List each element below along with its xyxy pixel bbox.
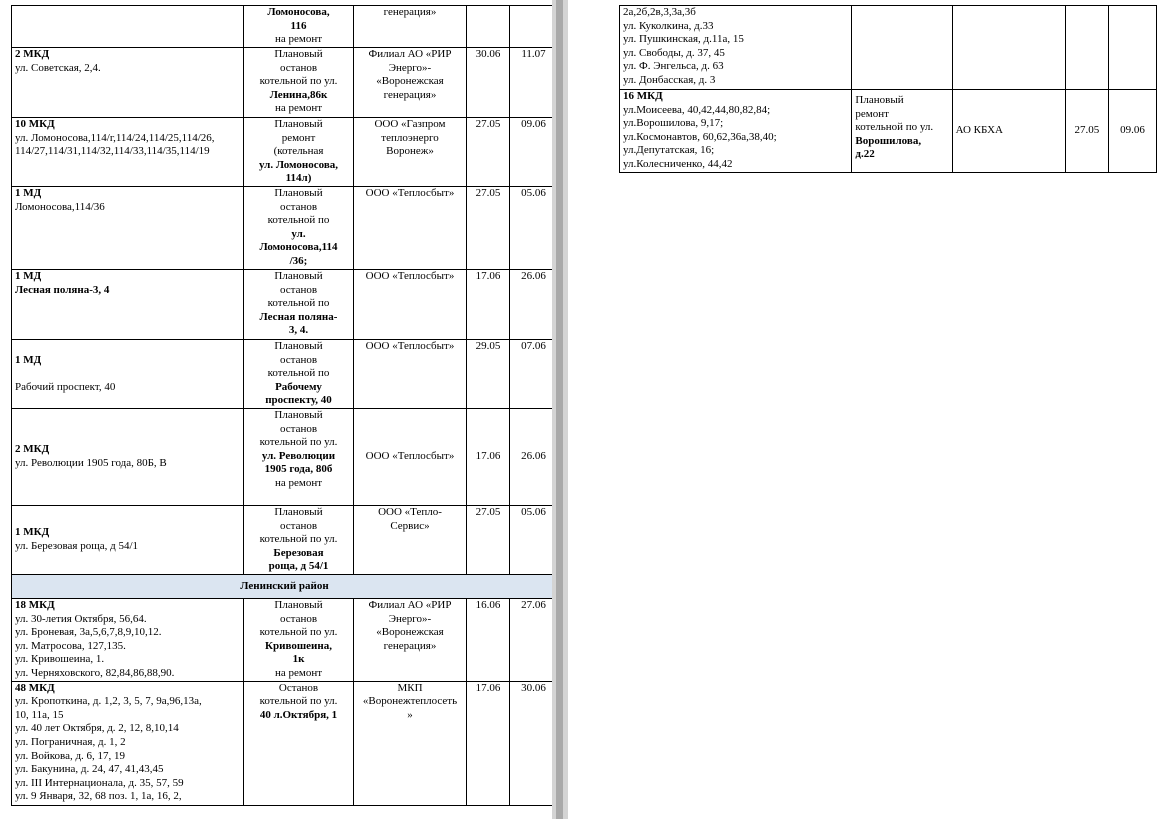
reason-line: Плановый	[855, 94, 904, 106]
organization-line: «Воронежская	[376, 75, 444, 88]
date-from: 17.06	[467, 681, 510, 805]
district-header-row	[12, 574, 558, 598]
organization-line: генерация»	[383, 88, 437, 101]
address-line: Рабочий проспект, 40	[15, 380, 116, 393]
address-line: ул. Пограничная, д. 1, 2	[15, 735, 126, 748]
organization-line: ООО «Теплосбыт»	[365, 186, 455, 199]
organization-line: генерация»	[383, 639, 437, 652]
date-from: 29.05	[467, 339, 510, 408]
date-to: 30.06	[510, 681, 558, 805]
boiler-address: ул. Революции	[261, 449, 336, 462]
boiler-address: ул. Ломоносова,	[258, 158, 339, 171]
reason-line: на ремонт	[274, 102, 323, 115]
organization-line: »	[407, 708, 413, 721]
organization-cell	[354, 6, 467, 48]
reason-line: котельной по ул.	[259, 533, 338, 546]
address-line: ул. 40 лет Октября, д. 2, 12, 8,10,14	[15, 722, 179, 735]
address-line: ул. Донбасская, д. 3	[623, 73, 716, 86]
reason-line: ремонт	[855, 107, 889, 120]
organization-line: «Воронежская	[376, 626, 444, 639]
reason-line: котельной по	[267, 214, 330, 227]
reason-line: на ремонт	[274, 666, 323, 679]
address-line: ул.Депутатская, 16;	[623, 144, 715, 157]
row-title: 1 МД	[15, 186, 42, 199]
boiler-address: /36;	[289, 254, 308, 267]
reason-line: на ремонт	[274, 476, 323, 489]
outage-table-right	[619, 5, 1157, 173]
address-cell	[12, 6, 244, 48]
organization-line: Сервис»	[390, 519, 430, 532]
reason-line: Плановый	[274, 48, 323, 60]
address-line: 2а,2б,2в,3,3а,3б	[623, 6, 696, 18]
address-cell	[12, 505, 244, 574]
reason-line: Плановый	[274, 339, 323, 352]
address-line: ул.Моисеева, 40,42,44,80,82,84;	[623, 103, 771, 116]
organization-cell	[354, 598, 467, 681]
address-line: ул. Куколкина, д.33	[623, 19, 714, 32]
address-line: ул. Березовая роща, д 54/1	[15, 539, 138, 552]
date-to: 09.06	[1108, 90, 1156, 173]
address-line: ул. Свободы, д. 37, 45	[623, 46, 725, 59]
reason-line: котельной по ул.	[259, 75, 338, 88]
organization-line: Филиал АО «РИР	[368, 598, 452, 611]
date-from: 16.06	[467, 598, 510, 681]
address-line: ул. Войкова, д. 6, 17, 19	[15, 749, 126, 762]
address-cell	[12, 339, 244, 408]
organization-line: Энерго»-	[388, 61, 432, 74]
organization-line: ООО «Газпром	[374, 118, 446, 130]
organization-cell	[354, 269, 467, 339]
address-line: Ломоносова,114/36	[15, 200, 105, 213]
address-line: ул. 30-летия Октября, 56,64.	[15, 612, 147, 625]
row-title: 18 МКД	[15, 598, 55, 611]
date-to: 26.06	[510, 408, 558, 505]
organization-cell	[952, 90, 1065, 173]
address-cell	[12, 48, 244, 118]
date-to: 09.06	[510, 118, 558, 187]
date-to: 07.06	[510, 339, 558, 408]
reason-line: Плановый	[274, 598, 323, 611]
reason-line: Плановый	[274, 408, 323, 421]
address-line: ул. III Интернационала, д. 35, 57, 59	[15, 776, 184, 789]
boiler-address: 116	[290, 19, 307, 32]
table-row	[12, 118, 558, 187]
table-row	[12, 48, 558, 118]
date-to: 27.06	[510, 598, 558, 681]
table-row	[12, 6, 558, 48]
address-line: ул. Кривошеина, 1.	[15, 653, 105, 666]
address-line: 114/27,114/31,114/32,114/33,114/35,114/19	[15, 145, 210, 158]
organization-cell	[354, 186, 467, 269]
reason-line: останов	[279, 61, 318, 74]
row-title: 1 МКД	[15, 526, 50, 539]
reason-line: котельной по	[267, 297, 330, 310]
date-from: 27.05	[467, 186, 510, 269]
address-line: ул. Революции 1905 года, 80Б, В	[15, 456, 167, 469]
address-line: ул.Ворошилова, 9,17;	[623, 117, 724, 130]
reason-line: Плановый	[274, 269, 323, 282]
district-name: Ленинский район	[12, 574, 558, 598]
address-line: 10, 11а, 15	[15, 708, 64, 721]
reason-line: останов	[279, 519, 318, 532]
document-page-right	[568, 0, 1163, 819]
table-row	[12, 408, 558, 505]
reason-cell	[244, 598, 354, 681]
reason-cell	[244, 118, 354, 187]
address-line: ул. Бакунина, д. 24, 47, 41,43,45	[15, 763, 164, 776]
date-from: 27.05	[467, 505, 510, 574]
address-line: ул.Колесниченко, 44,42	[623, 157, 733, 170]
address-line: ул. Кропоткина, д. 1,2, 3, 5, 7, 9а,96,13а,	[15, 695, 202, 708]
organization-line: ООО «Теплосбыт»	[365, 450, 455, 463]
reason-cell	[244, 48, 354, 118]
address-cell	[620, 6, 852, 90]
reason-line: котельной по ул.	[855, 121, 934, 134]
row-title: 2 МКД	[15, 48, 50, 60]
table-row	[12, 269, 558, 339]
organization-line: ООО «Теплосбыт»	[365, 269, 455, 282]
address-line: ул. Матросова, 127,135.	[15, 639, 126, 652]
date-to	[510, 6, 558, 48]
date-from: 17.06	[467, 269, 510, 339]
boiler-address: д.22	[855, 148, 875, 161]
boiler-address: Ворошилова,	[855, 134, 922, 147]
date-from: 27.05	[467, 118, 510, 187]
boiler-address: 1905 года, 80б	[264, 463, 333, 476]
reason-line: останов	[279, 422, 318, 435]
boiler-address: 3, 4.	[288, 324, 309, 337]
boiler-address: Рабочему	[275, 380, 322, 393]
address-line: ул. Черняховского, 82,84,86,88,90.	[15, 666, 175, 679]
date-to: 26.06	[510, 269, 558, 339]
boiler-address: 1к	[292, 653, 305, 666]
organization-line: ООО «Теплосбыт»	[365, 339, 455, 352]
table-row	[12, 186, 558, 269]
address-line: ул. 9 Января, 32, 68 поз. 1, 1а, 16, 2,	[15, 790, 182, 803]
address-line: ул. Советская, 2,4.	[15, 61, 101, 74]
reason-cell	[244, 6, 354, 48]
date-from: 17.06	[467, 408, 510, 505]
reason-line: котельной по ул.	[259, 436, 338, 449]
row-title: 10 МКД	[15, 118, 55, 130]
reason-cell	[244, 339, 354, 408]
row-title: 1 МД	[15, 353, 42, 366]
reason-line: на ремонт	[274, 33, 323, 46]
date-to: 05.06	[510, 505, 558, 574]
date-to: 11.07	[510, 48, 558, 118]
reason-line: останов	[279, 353, 318, 366]
organization-cell	[354, 681, 467, 805]
organization-line: Воронеж»	[386, 145, 434, 158]
address-line: ул. Пушкинская, д.11а, 15	[623, 33, 744, 46]
address-cell	[12, 269, 244, 339]
boiler-address: Ломоносова,114	[259, 241, 338, 254]
table-row	[12, 339, 558, 408]
reason-line: останов	[279, 200, 318, 213]
date-from: 30.06	[467, 48, 510, 118]
table-row	[620, 6, 1157, 90]
reason-cell	[852, 90, 952, 173]
organization-cell	[354, 48, 467, 118]
address-line: ул. Ф. Энгельса, д. 63	[623, 60, 724, 73]
boiler-address: Ломоносова,	[267, 6, 330, 18]
reason-line: котельной по	[267, 367, 330, 380]
organization-line: теплоэнерго	[381, 131, 439, 144]
date-to: 05.06	[510, 186, 558, 269]
organization-line: Энерго»-	[388, 612, 432, 625]
organization-cell	[354, 118, 467, 187]
address-line: ул. Ломоносова,114/г,114/24,114/25,114/26,	[15, 131, 215, 144]
boiler-address: Кривошеина,	[265, 639, 332, 652]
table-row	[12, 598, 558, 681]
reason-line: котельной по ул.	[259, 695, 338, 708]
row-title: 2 МКД	[15, 443, 50, 456]
reason-line: Останов	[278, 681, 319, 694]
reason-cell	[852, 6, 952, 90]
spacer	[15, 367, 240, 381]
date-from: 27.05	[1065, 90, 1108, 173]
organization-line: ООО «Тепло-	[378, 505, 442, 518]
address-line: ул.Космонавтов, 60,62,36а,38,40;	[623, 130, 777, 143]
organization-line: МКП	[397, 681, 423, 694]
address-cell	[12, 681, 244, 805]
boiler-address: 40 л.Октября, 1	[259, 708, 338, 721]
address-cell	[620, 90, 852, 173]
reason-line: ремонт	[281, 131, 316, 144]
outage-table-left	[11, 5, 558, 806]
date-to	[1108, 6, 1156, 90]
reason-line: Плановый	[274, 118, 323, 130]
organization-line: Филиал АО «РИР	[368, 48, 452, 60]
boiler-address: 114л)	[285, 172, 312, 185]
table-row	[620, 90, 1157, 173]
address-cell	[12, 118, 244, 187]
reason-line: Плановый	[274, 186, 323, 199]
boiler-address: ул.	[291, 227, 306, 240]
boiler-address: Ленина,86к	[269, 88, 328, 101]
address-line: ул. Броневая, 3а,5,6,7,8,9,10,12.	[15, 626, 162, 639]
reason-line: останов	[279, 283, 318, 296]
table-row	[12, 505, 558, 574]
row-title: 16 МКД	[623, 90, 663, 102]
row-title: 48 МКД	[15, 681, 55, 694]
address-cell	[12, 598, 244, 681]
organization-line: генерация»	[383, 6, 437, 18]
boiler-address: Березовая	[273, 546, 324, 559]
reason-line: (котельная	[273, 145, 324, 158]
document-page-left	[0, 0, 552, 819]
boiler-address: Лесная поляна-	[259, 310, 338, 323]
date-from	[1065, 6, 1108, 90]
organization-cell	[354, 339, 467, 408]
address-cell	[12, 408, 244, 505]
boiler-address: проспекту, 40	[265, 394, 332, 407]
organization-cell	[952, 6, 1065, 90]
reason-cell	[244, 505, 354, 574]
reason-cell	[244, 186, 354, 269]
organization-cell	[354, 505, 467, 574]
reason-cell	[244, 408, 354, 505]
reason-cell	[244, 681, 354, 805]
table-row	[12, 681, 558, 805]
boiler-address: роща, д 54/1	[268, 560, 329, 573]
reason-line: котельной по ул.	[259, 626, 338, 639]
row-subtitle: Лесная поляна-3, 4	[15, 283, 110, 296]
organization-line: «Воронежтеплосеть	[362, 695, 458, 708]
organization-cell	[354, 408, 467, 505]
date-from	[467, 6, 510, 48]
reason-line: Плановый	[274, 505, 323, 518]
reason-cell	[244, 269, 354, 339]
address-cell	[12, 186, 244, 269]
page-gutter	[552, 0, 568, 819]
organization-line: АО КБХА	[955, 123, 1003, 136]
reason-line: останов	[279, 612, 318, 625]
row-title: 1 МД	[15, 269, 42, 282]
